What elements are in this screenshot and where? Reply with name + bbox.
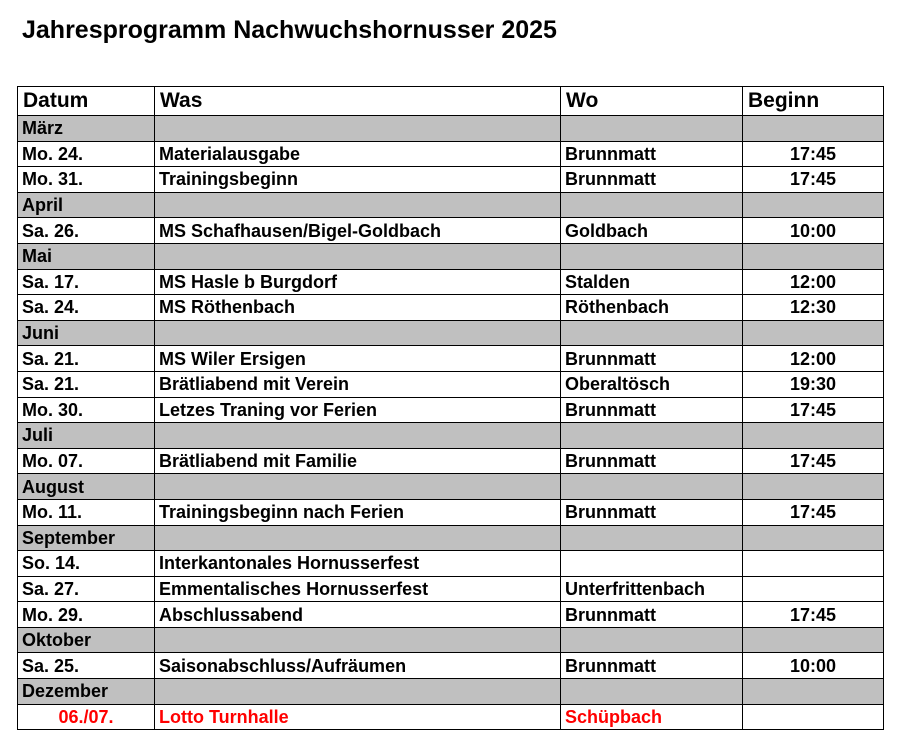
cell-datum: Mo. 30. [18, 397, 155, 423]
month-empty-cell [155, 679, 561, 705]
program-table [17, 86, 884, 730]
month-empty-cell [155, 320, 561, 346]
header-was: Was [155, 87, 561, 116]
cell-wo: Röthenbach [561, 295, 743, 321]
cell-beginn: 12:30 [743, 295, 884, 321]
cell-datum: Mo. 07. [18, 448, 155, 474]
header-datum: Datum [18, 87, 155, 116]
month-empty-cell [743, 627, 884, 653]
cell-wo: Stalden [561, 269, 743, 295]
month-row [18, 679, 884, 705]
cell-beginn: 10:00 [743, 653, 884, 679]
month-empty-cell [743, 679, 884, 705]
cell-was: Emmentalisches Hornusserfest [155, 576, 561, 602]
cell-wo: Brunnmatt [561, 167, 743, 193]
cell-wo: Goldbach [561, 218, 743, 244]
cell-datum: Sa. 21. [18, 346, 155, 372]
cell-datum: Sa. 27. [18, 576, 155, 602]
cell-was: Interkantonales Hornusserfest [155, 551, 561, 577]
month-empty-cell [561, 525, 743, 551]
month-empty-cell [561, 116, 743, 142]
month-label: Juli [18, 423, 155, 449]
month-empty-cell [743, 192, 884, 218]
month-empty-cell [155, 192, 561, 218]
cell-datum: 06./07. [18, 704, 155, 730]
event-row [18, 371, 884, 397]
cell-wo: Brunnmatt [561, 346, 743, 372]
cell-wo [561, 551, 743, 577]
cell-was: Brätliabend mit Verein [155, 371, 561, 397]
month-empty-cell [743, 116, 884, 142]
cell-beginn: 17:45 [743, 167, 884, 193]
cell-datum: Mo. 31. [18, 167, 155, 193]
cell-was: MS Wiler Ersigen [155, 346, 561, 372]
cell-beginn: 17:45 [743, 141, 884, 167]
cell-wo: Brunnmatt [561, 141, 743, 167]
event-row [18, 551, 884, 577]
event-row [18, 269, 884, 295]
month-empty-cell [743, 320, 884, 346]
month-empty-cell [155, 627, 561, 653]
month-row [18, 474, 884, 500]
month-label: August [18, 474, 155, 500]
month-empty-cell [561, 423, 743, 449]
month-empty-cell [561, 192, 743, 218]
month-empty-cell [743, 243, 884, 269]
cell-wo: Unterfrittenbach [561, 576, 743, 602]
cell-beginn [743, 576, 884, 602]
cell-datum: Sa. 21. [18, 371, 155, 397]
event-row [18, 167, 884, 193]
month-empty-cell [561, 243, 743, 269]
event-row [18, 397, 884, 423]
cell-was: MS Schafhausen/Bigel-Goldbach [155, 218, 561, 244]
header-wo: Wo [561, 87, 743, 116]
event-row [18, 704, 884, 730]
month-empty-cell [561, 627, 743, 653]
cell-wo: Oberaltösch [561, 371, 743, 397]
cell-was: MS Hasle b Burgdorf [155, 269, 561, 295]
cell-beginn: 17:45 [743, 448, 884, 474]
table-body [18, 116, 884, 730]
cell-was: Trainingsbeginn nach Ferien [155, 499, 561, 525]
cell-beginn [743, 551, 884, 577]
month-row [18, 192, 884, 218]
cell-was: Saisonabschluss/Aufräumen [155, 653, 561, 679]
event-row [18, 295, 884, 321]
header-row [18, 87, 884, 116]
month-row [18, 627, 884, 653]
month-row [18, 525, 884, 551]
cell-was: Brätliabend mit Familie [155, 448, 561, 474]
table-header [18, 87, 884, 116]
month-row [18, 243, 884, 269]
cell-beginn [743, 704, 884, 730]
month-empty-cell [155, 525, 561, 551]
month-empty-cell [743, 474, 884, 500]
month-empty-cell [155, 474, 561, 500]
cell-beginn: 12:00 [743, 346, 884, 372]
cell-datum: Sa. 17. [18, 269, 155, 295]
cell-beginn: 17:45 [743, 499, 884, 525]
month-row [18, 116, 884, 142]
cell-datum: Sa. 26. [18, 218, 155, 244]
month-empty-cell [155, 423, 561, 449]
cell-datum: Mo. 24. [18, 141, 155, 167]
month-empty-cell [155, 243, 561, 269]
cell-was: Trainingsbeginn [155, 167, 561, 193]
month-row [18, 320, 884, 346]
cell-datum: So. 14. [18, 551, 155, 577]
month-label: Oktober [18, 627, 155, 653]
cell-was: MS Röthenbach [155, 295, 561, 321]
cell-datum: Mo. 11. [18, 499, 155, 525]
cell-wo: Brunnmatt [561, 448, 743, 474]
event-row [18, 218, 884, 244]
cell-beginn: 17:45 [743, 602, 884, 628]
cell-wo: Brunnmatt [561, 602, 743, 628]
page-title: Jahresprogramm Nachwuchshornusser 2025 [22, 16, 557, 44]
event-row [18, 576, 884, 602]
cell-beginn: 10:00 [743, 218, 884, 244]
cell-was: Letzes Traning vor Ferien [155, 397, 561, 423]
month-label: Juni [18, 320, 155, 346]
cell-wo: Schüpbach [561, 704, 743, 730]
cell-wo: Brunnmatt [561, 499, 743, 525]
cell-was: Materialausgabe [155, 141, 561, 167]
month-label: September [18, 525, 155, 551]
event-row [18, 653, 884, 679]
cell-wo: Brunnmatt [561, 397, 743, 423]
cell-was: Lotto Turnhalle [155, 704, 561, 730]
month-empty-cell [743, 423, 884, 449]
cell-beginn: 12:00 [743, 269, 884, 295]
event-row [18, 141, 884, 167]
event-row [18, 602, 884, 628]
header-beginn: Beginn [743, 87, 884, 116]
cell-datum: Sa. 24. [18, 295, 155, 321]
month-empty-cell [561, 474, 743, 500]
month-label: April [18, 192, 155, 218]
month-empty-cell [561, 679, 743, 705]
cell-beginn: 17:45 [743, 397, 884, 423]
cell-was: Abschlussabend [155, 602, 561, 628]
cell-datum: Sa. 25. [18, 653, 155, 679]
event-row [18, 448, 884, 474]
month-empty-cell [155, 116, 561, 142]
cell-datum: Mo. 29. [18, 602, 155, 628]
month-label: Dezember [18, 679, 155, 705]
month-label: März [18, 116, 155, 142]
month-empty-cell [561, 320, 743, 346]
month-label: Mai [18, 243, 155, 269]
month-row [18, 423, 884, 449]
cell-beginn: 19:30 [743, 371, 884, 397]
event-row [18, 346, 884, 372]
event-row [18, 499, 884, 525]
month-empty-cell [743, 525, 884, 551]
cell-wo: Brunnmatt [561, 653, 743, 679]
